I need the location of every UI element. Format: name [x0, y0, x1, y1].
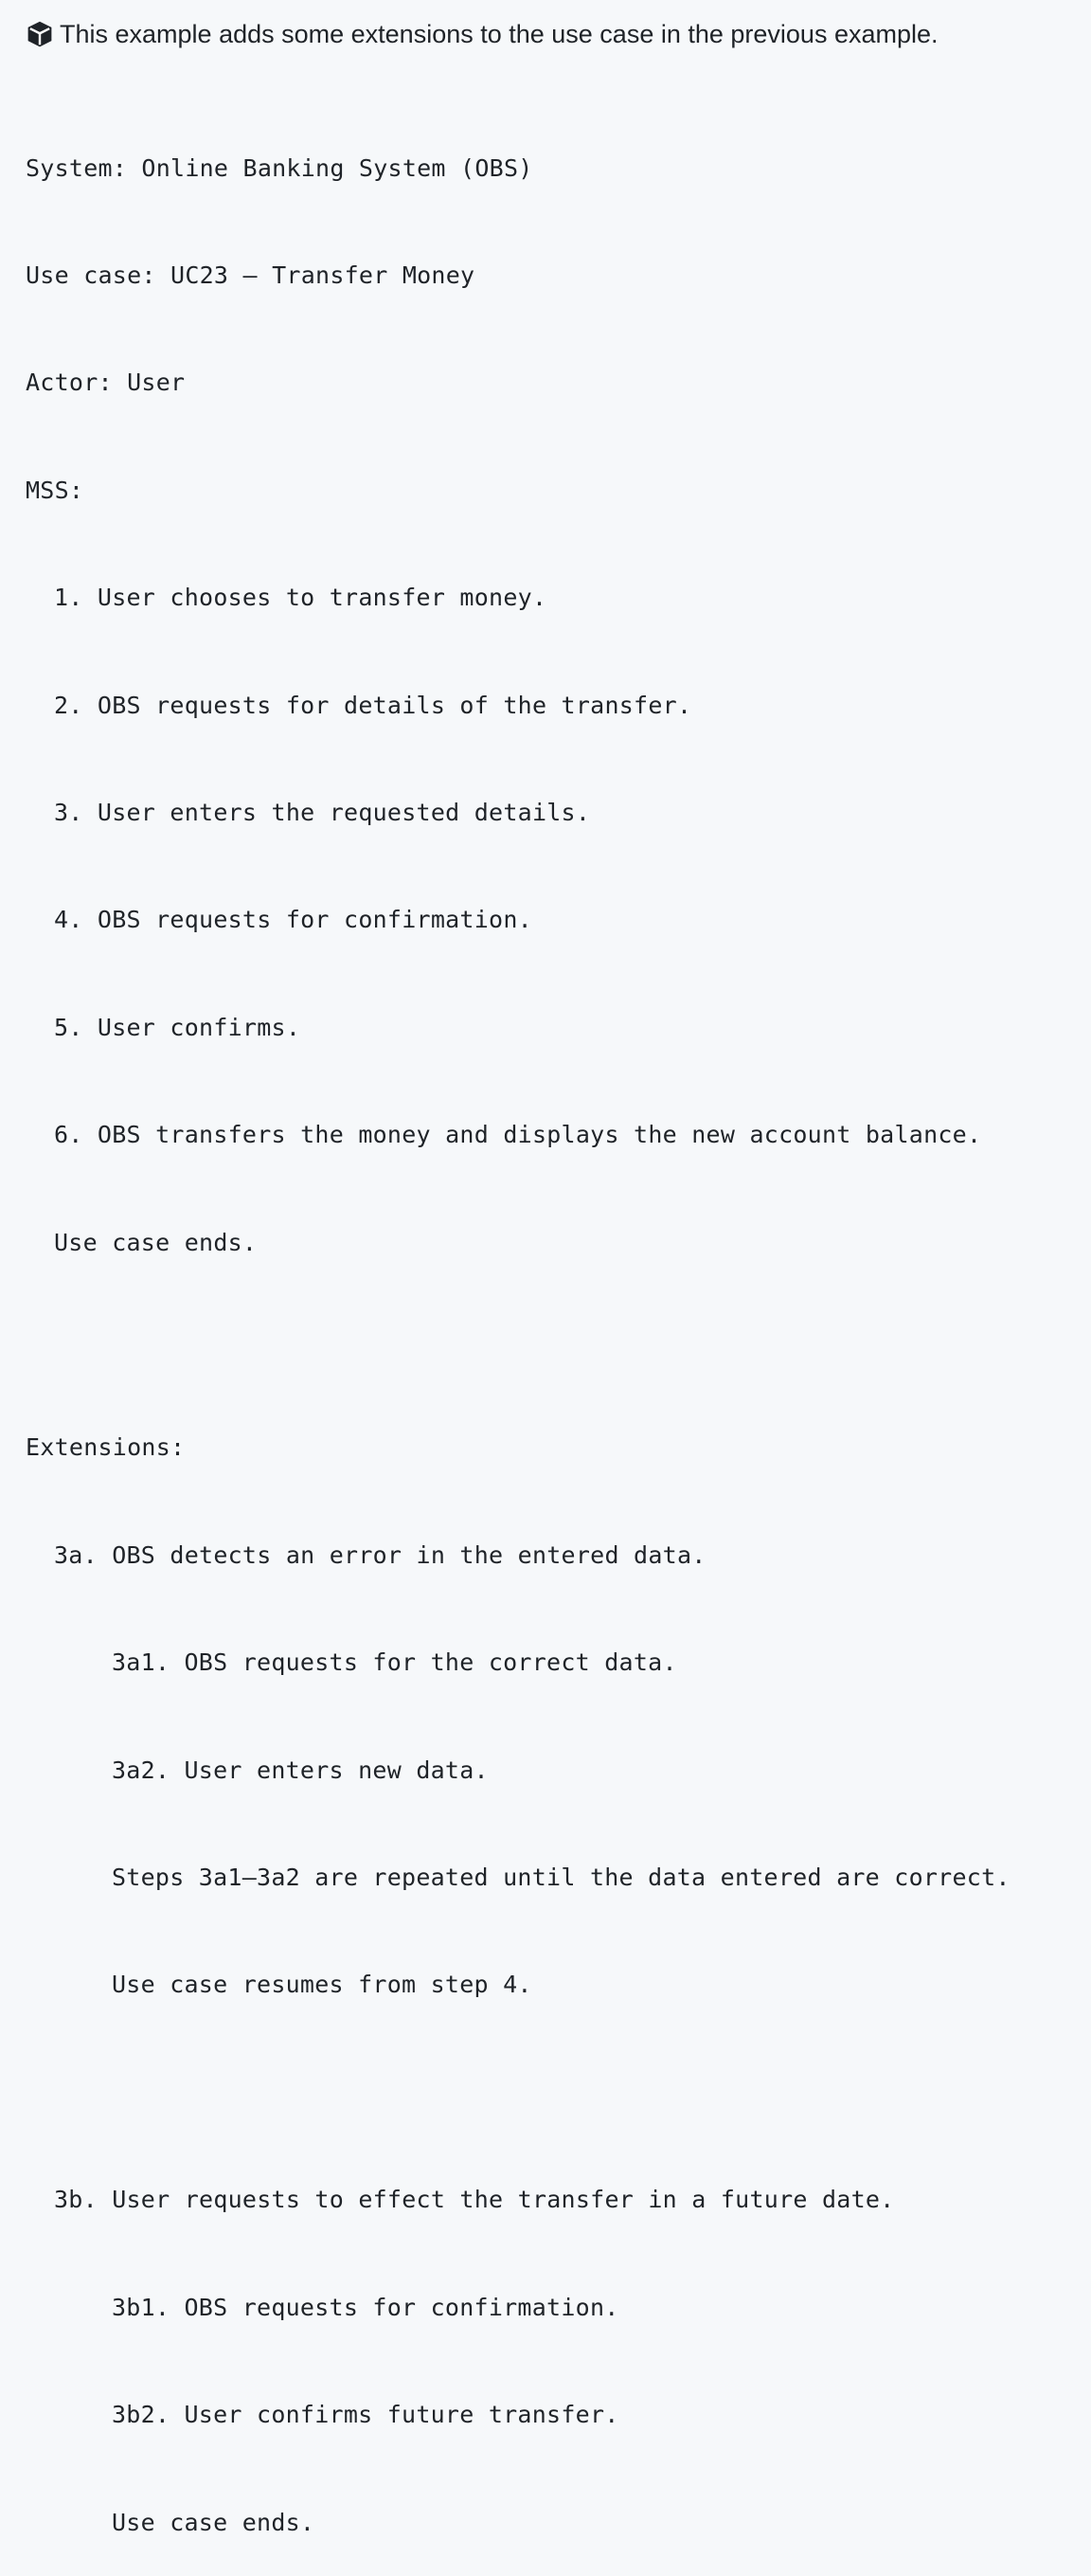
package-icon	[26, 20, 54, 48]
extension-3a-step: 3a2. User enters new data.	[112, 1756, 489, 1784]
use-case-line: Use case: UC23 – Transfer Money	[26, 261, 475, 289]
system-line: System: Online Banking System (OBS)	[26, 153, 533, 182]
mss-end: Use case ends.	[54, 1228, 258, 1256]
extension-3a-title: 3a. OBS detects an error in the entered data.	[54, 1540, 706, 1569]
mss-step: 1. User chooses to transfer money.	[54, 584, 547, 612]
extension-3a-step: 3a1. OBS requests for the correct data.	[112, 1648, 677, 1677]
intro-text: This example adds some extensions to the use case in the previous example.	[60, 19, 939, 48]
extension-3b-step: Use case ends.	[112, 2508, 315, 2536]
extension-3b-step: 3b2. User confirms future transfer.	[112, 2401, 619, 2429]
actor-line: Actor: User	[26, 369, 186, 397]
extension-3b-step: 3b1. OBS requests for confirmation.	[112, 2293, 619, 2321]
mss-step: 2. OBS requests for details of the transfer.	[54, 691, 692, 719]
mss-step: 3. User enters the requested details.	[54, 798, 591, 826]
mss-step: 5. User confirms.	[54, 1013, 301, 1041]
extension-3b-title: 3b. User requests to effect the transfer in a future date.	[54, 2186, 895, 2214]
mss-label: MSS:	[26, 476, 84, 504]
mss-step: 6. OBS transfers the money and displays the new account balance.	[54, 1121, 982, 1149]
intro-note	[26, 16, 939, 52]
extension-3a-step: Steps 3a1–3a2 are repeated until the data entered are correct.	[112, 1864, 1011, 1892]
mss-step: 4. OBS requests for confirmation.	[54, 906, 532, 934]
extensions-label: Extensions:	[26, 1433, 186, 1462]
extension-3a-step: Use case resumes from step 4.	[112, 1971, 532, 1999]
use-case-code-block	[26, 79, 1011, 2576]
